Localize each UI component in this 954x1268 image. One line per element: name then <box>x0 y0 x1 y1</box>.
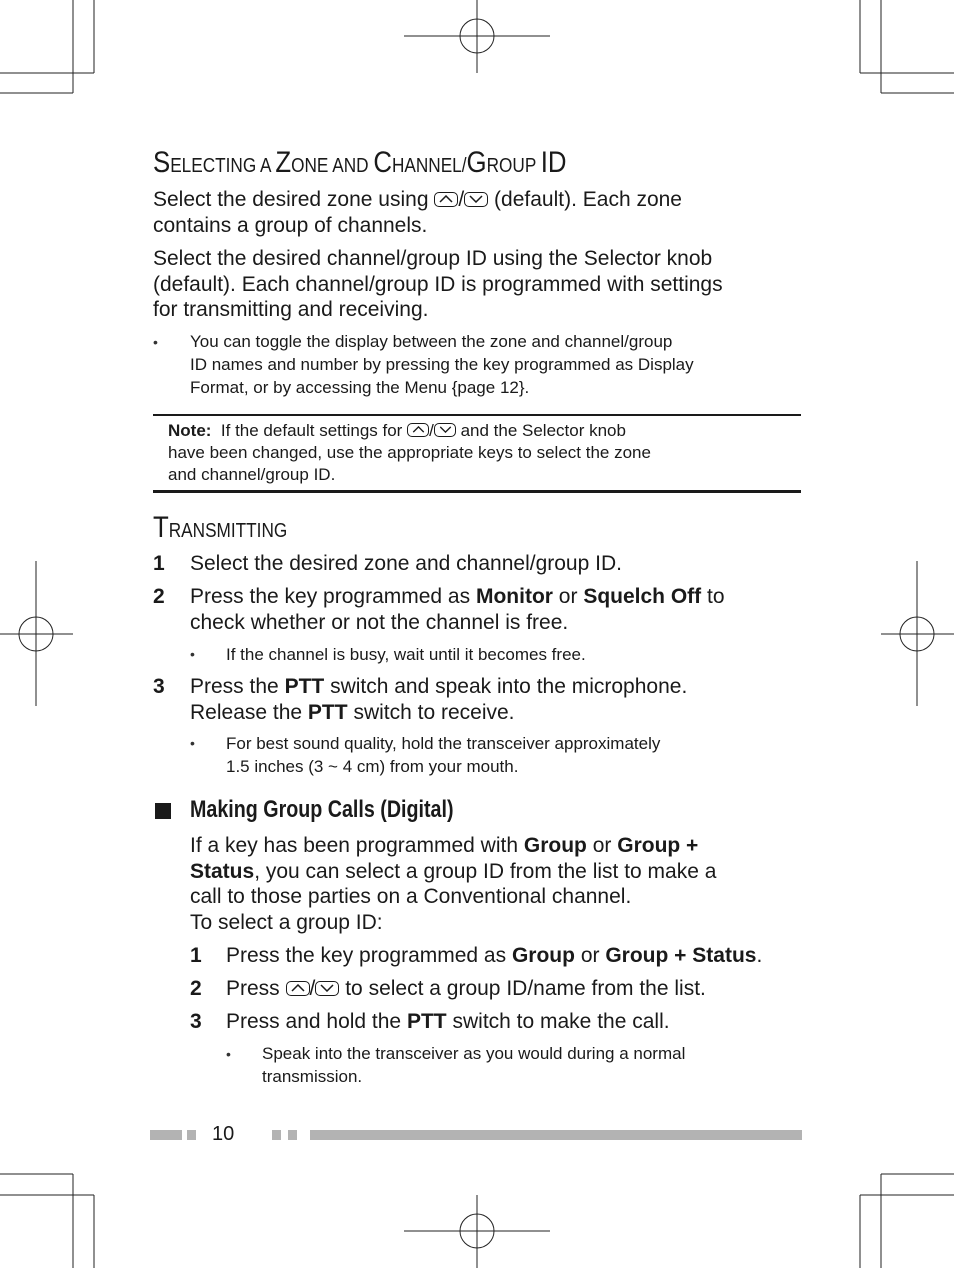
footer-bar-segment <box>272 1130 281 1140</box>
subsection-title-group-calls: Making Group Calls (Digital) <box>190 796 454 823</box>
up-arrow-key-icon <box>286 981 310 996</box>
section-title-transmitting: TRANSMITTING <box>153 511 288 544</box>
up-arrow-key-icon <box>407 423 429 437</box>
footer-bar-segment <box>187 1130 196 1140</box>
paragraph-group-calls: If a key has been programmed with Group or Group + Status, you can select a group ID from the list to make a call to those parties on a Conventional channel. To select a group ID: <box>190 834 717 934</box>
bullet-marker: • <box>190 646 195 662</box>
step-hold-ptt: Press and hold the PTT switch to make the call. <box>226 1010 670 1033</box>
bullet-marker: • <box>153 334 158 350</box>
step-select-group-id: Press / to select a group ID/name from the list. <box>226 977 706 1000</box>
bullet-channel-busy: If the channel is busy, wait until it becomes free. <box>226 645 586 664</box>
square-bullet-icon <box>155 803 171 819</box>
step-press-ptt: Press the PTT switch and speak into the microphone. Release the PTT switch to receive. <box>190 675 688 724</box>
step-number: 3 <box>153 675 165 698</box>
section-title-selecting-zone: SELECTING A ZONE AND CHANNEL/GROUP ID <box>153 146 567 179</box>
step-number: 3 <box>190 1010 202 1033</box>
note-text: Note: If the default settings for / and the Selector knob have been changed, use the appropriate keys to select the zone and channel/group ID. <box>168 421 651 484</box>
down-arrow-key-icon <box>434 423 456 437</box>
paragraph-channel-select: Select the desired channel/group ID using the Selector knob (default). Each channel/group ID is programmed with settings for transmitting and receiving. <box>153 247 723 321</box>
step-press-monitor: Press the key programmed as Monitor or Squelch Off to check whether or not the channel is free. <box>190 585 725 634</box>
footer-bar-segment <box>150 1130 182 1140</box>
paragraph-zone-select: Select the desired zone using / (default). Each zone contains a group of channels. <box>153 188 682 237</box>
page-number: 10 <box>212 1123 235 1145</box>
step-number: 2 <box>190 977 202 1000</box>
bullet-sound-quality: For best sound quality, hold the transceiver approximately 1.5 inches (3 ~ 4 cm) from your mouth. <box>226 734 661 776</box>
step-number: 1 <box>153 552 165 575</box>
up-arrow-key-icon <box>434 192 458 207</box>
down-arrow-key-icon <box>315 981 339 996</box>
bullet-marker: • <box>190 735 195 751</box>
bullet-display-toggle: You can toggle the display between the zone and channel/group ID names and number by pressing the key programmed as Display Format, or by accessing the Menu {page 12}. <box>190 332 694 397</box>
step-number: 1 <box>190 944 202 967</box>
step-press-group-key: Press the key programmed as Group or Group + Status. <box>226 944 763 967</box>
down-arrow-key-icon <box>464 192 488 207</box>
footer-bar-segment <box>288 1130 297 1140</box>
footer-bar-long <box>310 1130 802 1140</box>
bullet-speak-normally: Speak into the transceiver as you would during a normal transmission. <box>262 1044 686 1086</box>
bullet-marker: • <box>226 1046 231 1062</box>
note-box <box>153 414 801 493</box>
step-select-zone: Select the desired zone and channel/group ID. <box>190 552 622 575</box>
step-number: 2 <box>153 585 165 608</box>
